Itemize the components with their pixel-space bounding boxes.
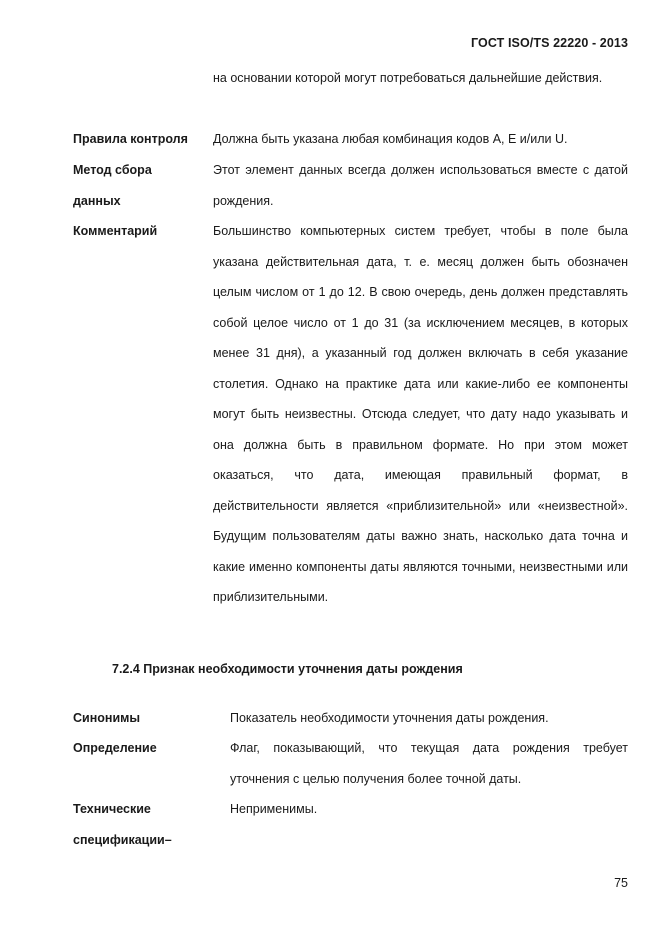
tech-specs-label: Технические спецификации– — [73, 802, 172, 847]
synonyms-text: Показатель необходимости уточнения даты рождения. — [230, 711, 549, 725]
comment-text: Большинство компьютерных систем требует, чтобы в поле была указана действительная дата, т. е. месяц должен быть обозначен целым числом от 1 до 12. В свою очередь, день должен представлять собой целое число от 1 до 31 (за исключением месяцев, в которых менее 31 дня), а указанный год должен включать в себя указание столетия. Однако на практике дата или какие-либо ее компоненты могут быть неизвестны. Отсюда следует, что дату надо указывать и она должна быть в правильном формате. Но при этом может оказаться, что дата, имеющая правильный формат, в действительности является «приблизительной» или «неизвестной». Будущим пользователям даты важно знать, насколько дата точна и какие именно компоненты даты являются точными, неизвестными или приблизительными. — [213, 224, 628, 604]
collection-method-text: Этот элемент данных всегда должен использоваться вместе с датой рождения. — [213, 163, 628, 208]
tech-specs-text: Неприменимы. — [230, 802, 318, 816]
definition-text: Флаг, показывающий, что текущая дата рождения требует уточнения с целью получения более точной даты. — [230, 741, 628, 786]
continuation-text: на основании которой могут потребоваться дальнейшие действия. — [213, 71, 603, 85]
page-number: 75 — [614, 876, 628, 890]
collection-method-label: Метод сбора данных — [73, 163, 152, 208]
definition-label: Определение — [73, 741, 157, 755]
validation-rules-text: Должна быть указана любая комбинация кодов A, E и/или U. — [213, 132, 568, 146]
section-title: 7.2.4 Признак необходимости уточнения даты рождения — [112, 662, 463, 676]
synonyms-label: Синонимы — [73, 711, 141, 725]
document-header: ГОСТ ISO/TS 22220 - 2013 — [471, 36, 628, 50]
validation-rules-label: Правила контроля — [73, 132, 188, 146]
comment-label: Комментарий — [73, 224, 158, 238]
